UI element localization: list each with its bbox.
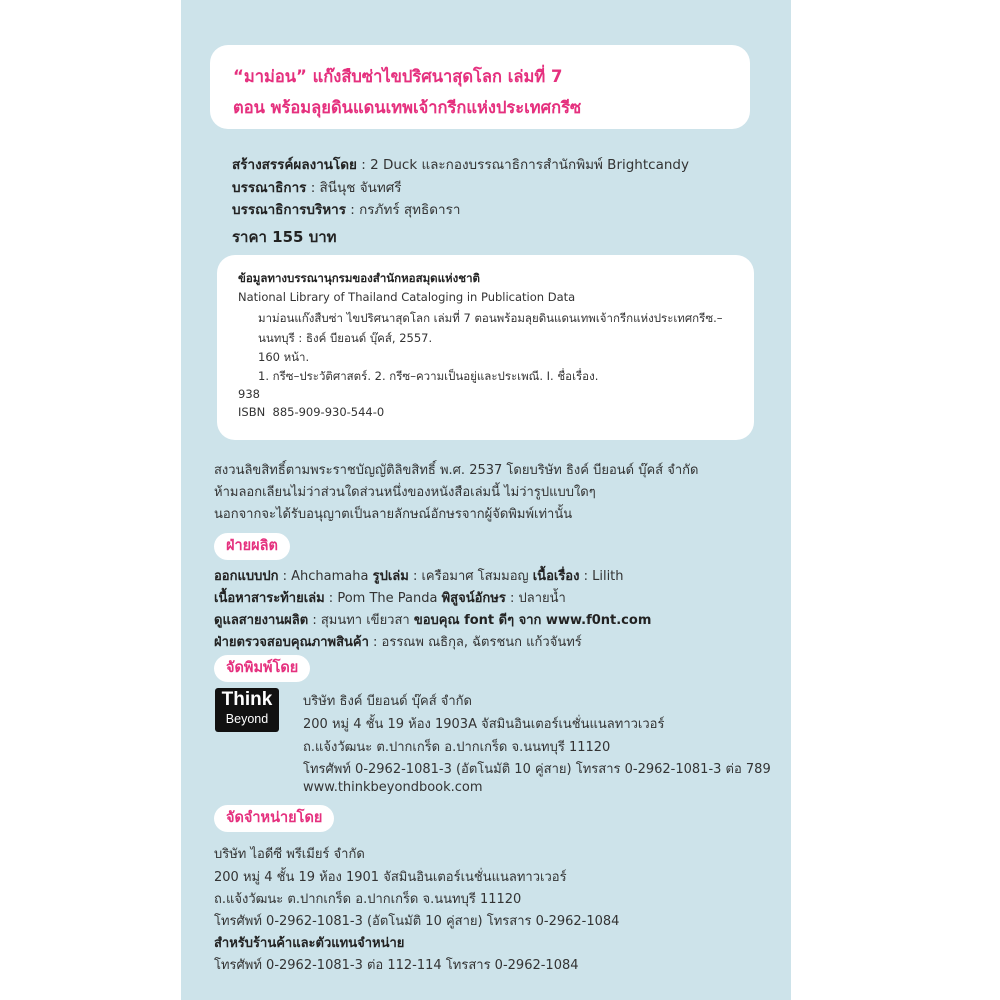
retail-label: สำหรับร้านค้าและตัวแทนจำหน่าย <box>214 936 405 951</box>
think-beyond-logo <box>215 688 279 732</box>
logo-text: Beyond <box>225 712 269 726</box>
distributor-line: ถ.แจ้งวัฒนะ ต.ปากเกร็ด อ.ปากเกร็ด จ.นนทบุรี 11120 <box>214 892 522 907</box>
distributor-line: โทรศัพท์ 0-2962-1081-3 (อัตโนมัติ 10 คู่สาย) โทรสาร 0-2962-1084 <box>214 914 620 929</box>
copyright-line: นอกจากจะได้รับอนุญาตเป็นลายลักษณ์อักษรจากผู้จัดพิมพ์เท่านั้น <box>214 507 573 522</box>
cip-line: นนทบุรี : ธิงค์ บียอนด์ บุ๊คส์, 2557. <box>258 331 433 345</box>
row-value: : Pom The Panda <box>324 591 442 606</box>
retail-line: โทรศัพท์ 0-2962-1081-3 ต่อ 112-114 โทรสาร 0-2962-1084 <box>214 958 579 973</box>
credit-value: : 2 Duck และกองบรรณาธิการสำนักพิมพ์ Brightcandy <box>356 157 689 173</box>
production-heading: ฝ่ายผลิต <box>214 533 290 560</box>
publisher-website: www.thinkbeyondbook.com <box>303 780 483 795</box>
row-label: รูปเล่ม <box>372 569 409 584</box>
isbn-value: 885-909-930-544-0 <box>272 405 385 419</box>
production-row <box>214 565 624 586</box>
publisher-line: ถ.แจ้งวัฒนะ ต.ปากเกร็ด อ.ปากเกร็ด จ.นนทบุรี 11120 <box>303 740 611 755</box>
cip-line: 160 หน้า. <box>258 350 310 364</box>
row-label: ฝ่ายตรวจสอบคุณภาพสินค้า <box>214 635 369 650</box>
production-row <box>214 587 566 608</box>
credit-editor <box>232 176 402 198</box>
publisher-line: บริษัท ธิงค์ บียอนด์ บุ๊คส์ จำกัด <box>303 694 472 709</box>
cip-line: 1. กรีซ–ประวัติศาสตร์. 2. กรีซ–ความเป็นอยู่และประเพณี. I. ชื่อเรื่อง. <box>258 369 599 383</box>
credit-value: : สินีนุช จันทศรี <box>306 180 402 196</box>
row-value: : ปลายน้ำ <box>505 591 566 606</box>
row-label: ออกแบบปก <box>214 569 279 584</box>
row-label: เนื้อเรื่อง <box>532 569 580 584</box>
publisher-line: โทรศัพท์ 0-2962-1081-3 (อัตโนมัติ 10 คู่สาย) โทรสาร 0-2962-1081-3 ต่อ 789 <box>303 762 771 777</box>
publisher-line: 200 หมู่ 4 ชั้น 19 ห้อง 1903A จัสมินอินเตอร์เนชั่นแนลทาวเวอร์ <box>303 717 665 732</box>
credit-label: บรรณาธิการ <box>232 180 307 196</box>
cip-heading-en: National Library of Thailand Cataloging in Publication Data <box>238 290 576 304</box>
row-label: ดูแลสายงานผลิต <box>214 613 309 628</box>
cip-isbn <box>238 405 384 419</box>
row-label: ขอบคุณ font ดีๆ จาก www.f0nt.com <box>413 613 652 628</box>
price: ราคา 155 บาท <box>232 228 337 246</box>
row-label: พิสูจน์อักษร <box>441 591 506 606</box>
cip-line: 938 <box>238 387 260 401</box>
credit-executive-editor <box>232 198 460 220</box>
cip-line: มาม่อนแก๊งสืบซ่า ไขปริศนาสุดโลก เล่มที่ 7 ตอนพร้อมลุยดินแดนเทพเจ้ากรีกแห่งประเทศกรีซ.– <box>258 311 723 325</box>
row-value: : อรรณพ ณธิกุล, ฉัตรชนก แก้วจันทร์ <box>368 635 582 650</box>
cip-heading-th: ข้อมูลทางบรรณานุกรมของสำนักหอสมุดแห่งชาติ <box>238 271 480 285</box>
row-value: : สุมนทา เขียวสา <box>308 613 414 628</box>
row-label: เนื้อหาสาระท้ายเล่ม <box>214 591 325 606</box>
distributor-heading: จัดจำหน่ายโดย <box>214 805 334 832</box>
credit-creator <box>232 153 689 175</box>
distributor-line: บริษัท ไอดีซี พรีเมียร์ จำกัด <box>214 847 365 862</box>
row-value: : Lilith <box>579 569 624 584</box>
row-value: : Ahchamaha <box>278 569 373 584</box>
distributor-line: 200 หมู่ 4 ชั้น 19 ห้อง 1901 จัสมินอินเตอร์เนชั่นแนลทาวเวอร์ <box>214 870 567 885</box>
book-title-line2: ตอน พร้อมลุยดินแดนเทพเจ้ากรีกแห่งประเทศกรีซ <box>233 98 582 117</box>
production-row <box>214 609 651 630</box>
credit-label: บรรณาธิการบริหาร <box>232 202 346 218</box>
credit-label: สร้างสรรค์ผลงานโดย <box>232 157 357 173</box>
production-row <box>214 631 582 652</box>
copyright-line: สงวนลิขสิทธิ์ตามพระราชบัญญัติลิขสิทธิ์ พ.ศ. 2537 โดยบริษัท ธิงค์ บียอนด์ บุ๊คส์ จำกัด <box>214 463 699 478</box>
copyright-line: ห้ามลอกเลียนไม่ว่าส่วนใดส่วนหนึ่งของหนังสือเล่มนี้ ไม่ว่ารูปแบบใดๆ <box>214 485 596 500</box>
publisher-heading: จัดพิมพ์โดย <box>214 655 310 682</box>
isbn-label: ISBN <box>238 405 266 419</box>
book-title-line1: “มาม่อน” แก๊งสืบซ่าไขปริศนาสุดโลก เล่มที่ 7 <box>233 67 563 86</box>
logo-text: Think <box>221 689 273 710</box>
credit-value: : กรภัทร์ สุทธิดารา <box>345 202 461 218</box>
row-value: : เครือมาศ โสมมอญ <box>408 569 533 584</box>
